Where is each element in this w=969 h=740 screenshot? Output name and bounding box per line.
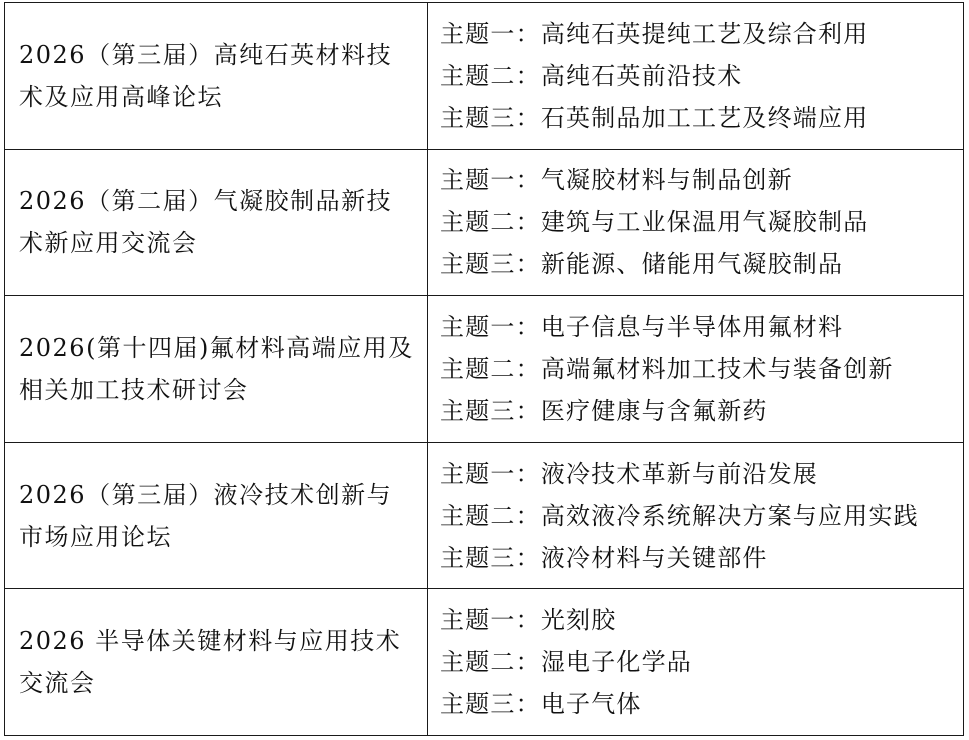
conference-table (4, 2, 964, 736)
topic-text: 气凝胶材料与制品创新 (540, 166, 793, 195)
topic-item (440, 641, 959, 683)
conference-name-cell (5, 442, 428, 589)
topic-label: 主题二： (440, 501, 541, 530)
conference-row (5, 149, 964, 296)
topic-text: 新能源、储能用气凝胶制品 (540, 250, 844, 279)
topic-item (440, 306, 959, 348)
topic-text: 电子信息与半导体用氟材料 (540, 312, 844, 341)
conference-name-cell (5, 589, 428, 736)
topic-item (440, 243, 959, 285)
topic-label: 主题二： (440, 648, 541, 677)
topic-text: 医疗健康与含氟新药 (540, 396, 768, 425)
topic-label: 主题二： (440, 61, 541, 90)
conference-row (5, 442, 964, 589)
topic-text: 建筑与工业保温用气凝胶制品 (540, 208, 869, 237)
conference-row (5, 296, 964, 443)
conference-name-cell (5, 3, 428, 150)
conference-name: 2026(第十四届)氟材料高端应用及相关加工技术研讨会 (19, 333, 414, 404)
topic-text: 光刻胶 (540, 606, 617, 635)
topic-item (440, 683, 959, 725)
conference-name-cell (5, 149, 428, 296)
conference-topics-cell (428, 296, 964, 443)
topic-item (440, 537, 959, 579)
topic-item (440, 159, 959, 201)
topic-label: 主题三： (440, 543, 541, 572)
conference-name: 2026（第三届）液冷技术创新与市场应用论坛 (19, 480, 393, 551)
conference-topics-cell (428, 589, 964, 736)
topic-label: 主题一： (440, 312, 541, 341)
topic-label: 主题一： (440, 19, 541, 48)
topic-text: 石英制品加工工艺及终端应用 (540, 103, 869, 132)
topic-text: 湿电子化学品 (540, 648, 693, 677)
topic-item (440, 495, 959, 537)
topic-text: 高端氟材料加工技术与装备创新 (540, 354, 894, 383)
conference-name: 2026（第二届）气凝胶制品新技术新应用交流会 (19, 187, 393, 258)
conference-name: 2026 半导体关键材料与应用技术交流会 (19, 627, 402, 698)
topic-item (440, 201, 959, 243)
conference-topics-cell (428, 442, 964, 589)
topic-text: 液冷技术革新与前沿发展 (540, 459, 819, 488)
topic-label: 主题三： (440, 690, 541, 719)
topic-label: 主题一： (440, 459, 541, 488)
conference-topics-cell (428, 3, 964, 150)
topic-item (440, 97, 959, 139)
topic-label: 主题三： (440, 396, 541, 425)
topic-label: 主题三： (440, 250, 541, 279)
topic-item (440, 599, 959, 641)
topic-label: 主题二： (440, 354, 541, 383)
topic-text: 电子气体 (540, 690, 642, 719)
topic-label: 主题三： (440, 103, 541, 132)
conference-name: 2026（第三届）高纯石英材料技术及应用高峰论坛 (19, 40, 393, 111)
conference-row (5, 589, 964, 736)
conference-row (5, 3, 964, 150)
topic-label: 主题一： (440, 606, 541, 635)
topic-label: 主题二： (440, 208, 541, 237)
topic-item (440, 453, 959, 495)
topic-text: 高效液冷系统解决方案与应用实践 (540, 501, 919, 530)
topic-label: 主题一： (440, 166, 541, 195)
topic-item (440, 13, 959, 55)
conference-table-body (5, 3, 964, 736)
topic-item (440, 390, 959, 432)
topic-text: 高纯石英提纯工艺及综合利用 (540, 19, 869, 48)
conference-topics-cell (428, 149, 964, 296)
topic-text: 高纯石英前沿技术 (540, 61, 743, 90)
conference-name-cell (5, 296, 428, 443)
topic-item (440, 348, 959, 390)
topic-text: 液冷材料与关键部件 (540, 543, 768, 572)
topic-item (440, 55, 959, 97)
